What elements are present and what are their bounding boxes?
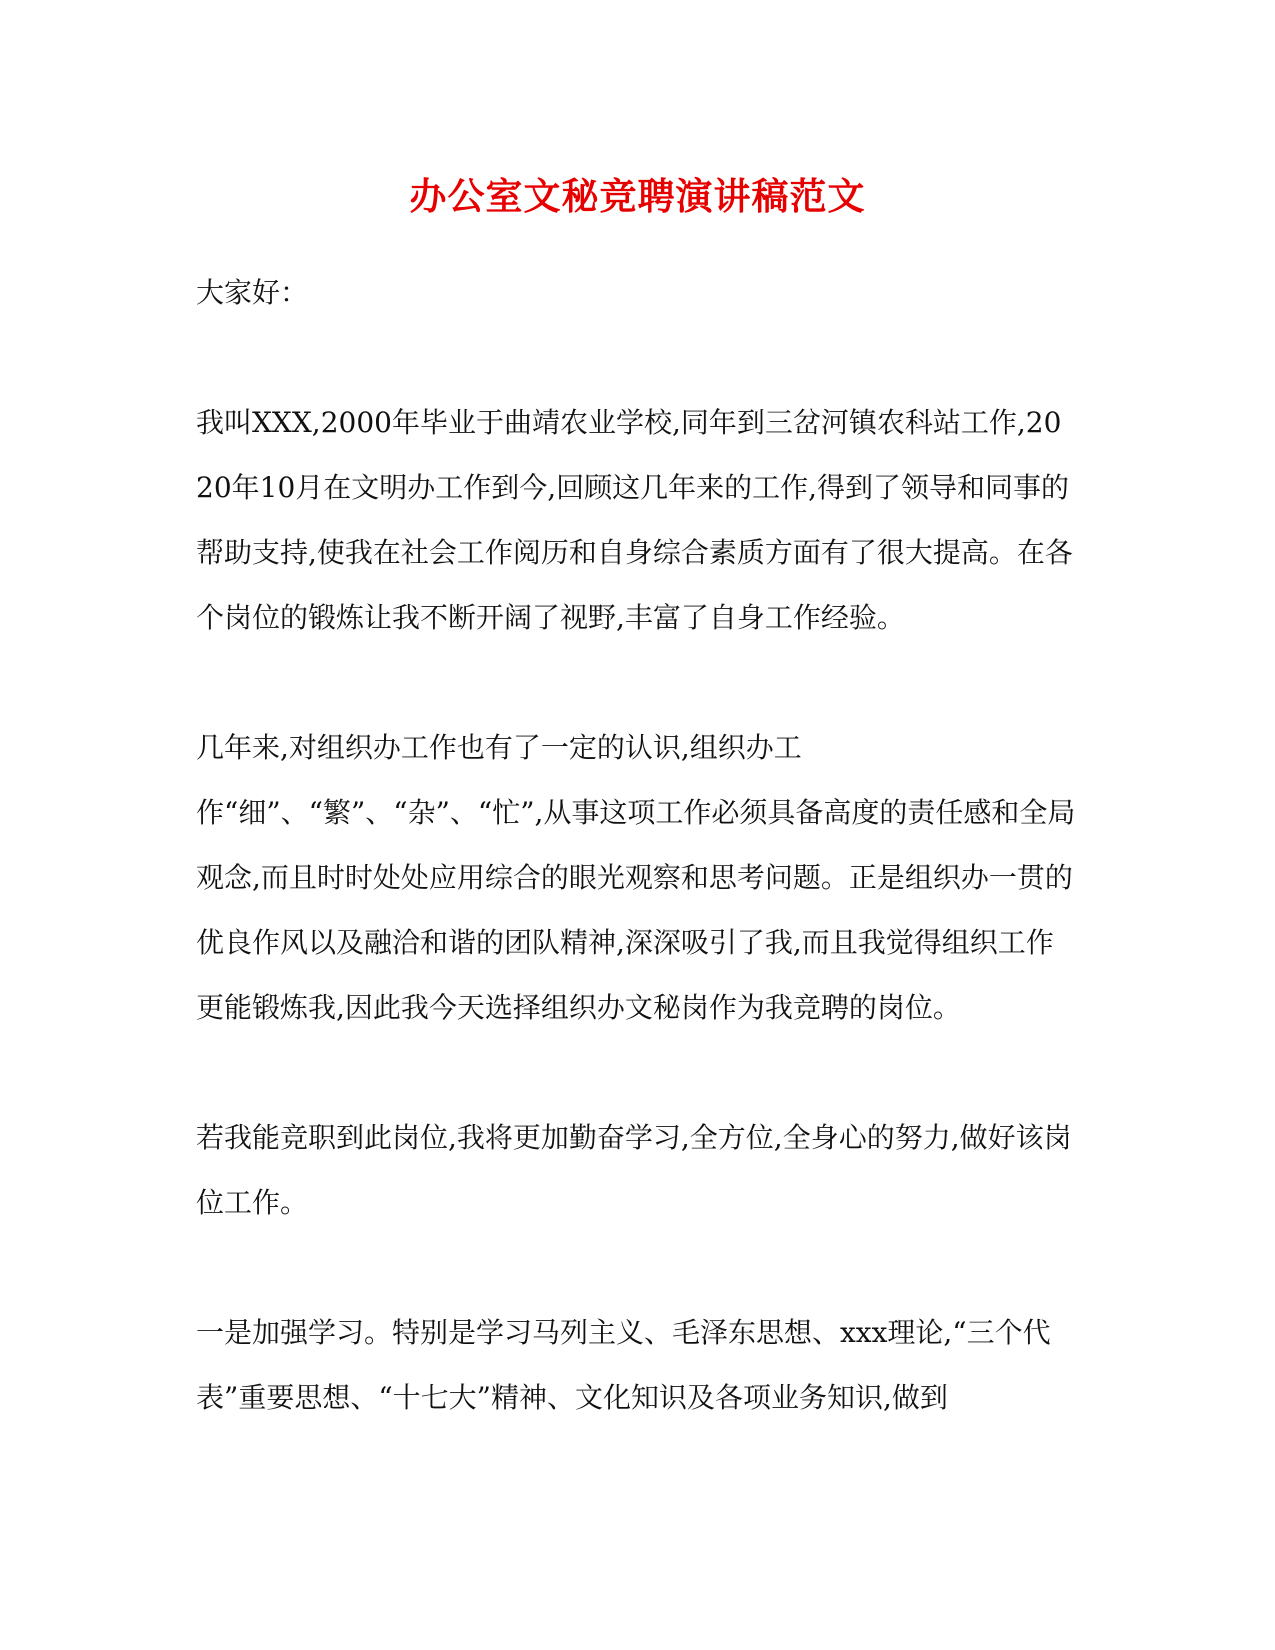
paragraph-commitment: 若我能竞职到此岗位,我将更加勤奋学习,全方位,全身心的努力,做好该岗位工作。 [196, 1121, 1072, 1219]
paragraph-first-point: 一是加强学习。特别是学习马列主义、毛泽东思想、xxx理论,“三个代表”重要思想、“十七大”精神、文化知识及各项业务知识,做到 [196, 1316, 1051, 1414]
paragraph-understanding: 几年来,对组织办工作也有了一定的认识,组织办工作“细”、“繁”、“杂”、“忙”,从事这项工作必须具备高度的责任感和全局观念,而且时时处处应用综合的眼光观察和思考问题。正是组织办一贯的优良作风以及融洽和谐的团队精神,深深吸引了我,而且我觉得组织工作更能锻炼我,因此我今天选择组织办文秘岗作为我竞聘的岗位。 [196, 731, 1076, 1024]
document-body [196, 260, 1076, 1495]
document-title: 办公室文秘竞聘演讲稿范文 [409, 174, 866, 218]
paragraph-introduction: 我叫XXX,2000年毕业于曲靖农业学校,同年到三岔河镇农科站工作,2020年10月在文明办工作到今,回顾这几年来的工作,得到了领导和同事的帮助支持,使我在社会工作阅历和自身综合素质方面有了很大提高。在各个岗位的锻炼让我不断开阔了视野,丰富了自身工作经验。 [196, 406, 1073, 634]
paragraph-greeting: 大家好： [196, 276, 309, 309]
